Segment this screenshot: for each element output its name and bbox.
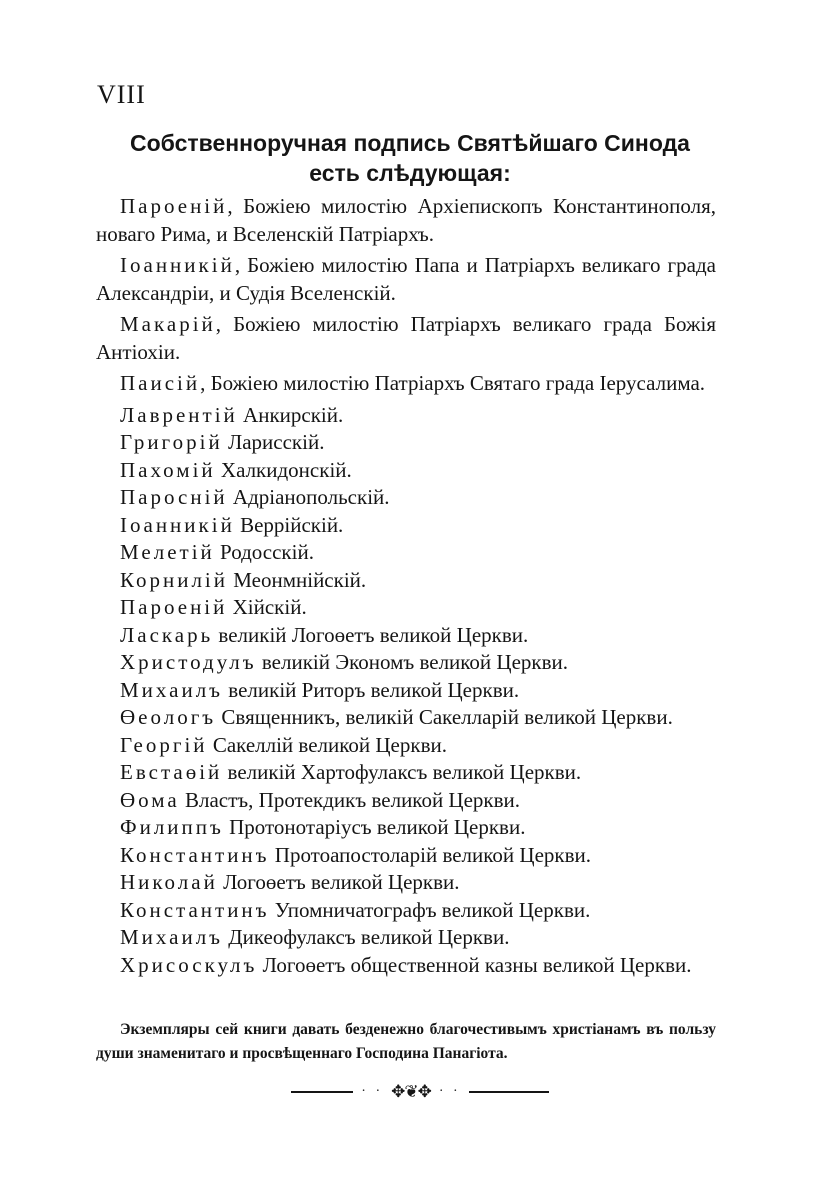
signatory-name: Макарій xyxy=(120,312,216,336)
signature-paragraph xyxy=(96,193,716,248)
signatory-name: Николай xyxy=(120,870,218,894)
signatory-name: Григорій xyxy=(120,430,223,454)
signatory-title: Сакеллій великой Церкви. xyxy=(207,732,447,757)
signature-entry xyxy=(96,787,716,815)
signatory-title: Логоөетъ великой Церкви. xyxy=(217,870,460,894)
signature-paragraph xyxy=(96,370,716,398)
signature-entry xyxy=(96,539,716,567)
signature-entry xyxy=(96,924,716,952)
signature-paragraph xyxy=(96,952,716,980)
signatory-name: Георгій xyxy=(120,732,208,757)
signatory-title: , Божіею милостію Папа и Патріархъ великаго града Александріи, и Судія Вселенскій. xyxy=(96,253,716,305)
signatory-name: Пароеній xyxy=(120,194,228,218)
signatory-name: Мелетій xyxy=(120,540,215,564)
signatory-title: , Божіею милостію Архіепископъ Константинополя, новаго Рима, и Вселенскій Патріархъ. xyxy=(96,194,716,246)
distribution-note: Экземпляры сей книги давать безденежно благочестивымъ христіанамъ въ пользу души знаменитаго и просвѣщеннаго Господина Панагіота. xyxy=(96,1021,716,1062)
signatory-title: Дикеофулаксъ великой Церкви. xyxy=(223,925,510,949)
signature-entry xyxy=(96,512,716,540)
ornament-dots-icon: · · xyxy=(361,1084,384,1099)
signatory-title: великій Логоөетъ великой Церкви. xyxy=(213,622,529,647)
ornament-rule-right xyxy=(469,1091,549,1093)
signature-paragraph xyxy=(96,311,716,366)
signatory-title: , Божіею милостію Патріархъ великаго града Божія Антіохіи. xyxy=(96,312,716,364)
signatory-title: Властъ, Протекдикъ великой Церкви. xyxy=(179,787,521,812)
signatory-name: Христодулъ xyxy=(120,650,257,674)
signature-entry xyxy=(96,484,716,512)
signatory-title: Родосскій. xyxy=(214,540,314,564)
signature-entry xyxy=(96,567,716,595)
signature-entry xyxy=(96,842,716,870)
signatory-title: Логоөетъ общественной казны великой Церкви. xyxy=(257,952,692,977)
signature-entry xyxy=(96,649,716,677)
signature-entry xyxy=(96,594,716,622)
ornament-dots-icon: · · xyxy=(438,1084,461,1099)
signature-entry xyxy=(96,704,716,732)
signature-entry xyxy=(96,759,716,787)
signatory-title: Меонмнійскій. xyxy=(228,567,367,592)
signatory-name: Пахомій xyxy=(120,457,216,482)
signatory-title: , Божіею милостію Патріархъ Святаго града Іерусалима. xyxy=(200,371,706,395)
signature-entry xyxy=(96,869,716,897)
signatory-name: Михаилъ xyxy=(120,677,224,702)
signatory-title: великій Риторъ великой Церкви. xyxy=(223,677,520,702)
signature-entry xyxy=(96,429,716,457)
signatory-title: Анкирскій. xyxy=(237,402,344,427)
signatory-name: Хрисоскулъ xyxy=(120,952,258,977)
signatory-title: Протонотаріусъ великой Церкви. xyxy=(223,815,526,839)
signature-list xyxy=(96,193,716,983)
signatory-name: Пароеній xyxy=(120,595,228,619)
signatory-name: Өеологъ xyxy=(120,705,217,729)
signatory-title: Протоапостоларій великой Церкви. xyxy=(269,842,591,867)
signature-paragraph xyxy=(96,252,716,307)
signatory-name: Ласкарь xyxy=(120,622,214,647)
signature-entry xyxy=(96,457,716,485)
signatory-title: Веррійскій. xyxy=(234,512,344,537)
signature-entry xyxy=(96,622,716,650)
signatory-name: Филиппъ xyxy=(120,815,224,839)
signatory-title: Священникъ, великій Сакелларій великой Церкви. xyxy=(216,705,673,729)
signatory-name: Паросній xyxy=(120,485,228,509)
closing-ornament xyxy=(270,1082,570,1102)
ornament-rule-left xyxy=(291,1091,353,1093)
signatory-title: Адріанопольскій. xyxy=(227,485,390,509)
signatory-name: Константинъ xyxy=(120,842,270,867)
page-title xyxy=(90,128,730,188)
signatory-title: Халкидонскій. xyxy=(215,457,352,482)
signatory-name: Паисій xyxy=(120,371,201,395)
signatory-name: Іоанникій xyxy=(120,253,235,277)
signature-entry xyxy=(96,897,716,925)
signatory-title: Упомничатографъ великой Церкви. xyxy=(269,897,591,922)
signatory-title: великій Хартофулаксъ великой Церкви. xyxy=(222,760,582,784)
signatory-name: Лаврентій xyxy=(120,402,238,427)
title-line-1: Собственноручная подпись Святѣйшаго Синода xyxy=(130,130,690,156)
page-number: VIII xyxy=(97,80,146,109)
signatory-name: Евстаөій xyxy=(120,760,223,784)
title-line-2: есть слѣдующая: xyxy=(309,160,511,186)
signatory-name: Іоанникій xyxy=(120,512,235,537)
signatory-name: Михаилъ xyxy=(120,925,224,949)
signatory-title: Ларисскій. xyxy=(222,430,325,454)
signature-entry xyxy=(96,677,716,705)
signature-entry xyxy=(96,402,716,430)
flourish-icon: ✥❦✥ xyxy=(391,1082,431,1101)
signature-entry xyxy=(96,814,716,842)
signatory-name: Өома xyxy=(120,787,180,812)
signatory-name: Корнилій xyxy=(120,567,228,592)
signatory-name: Константинъ xyxy=(120,897,270,922)
signature-entry xyxy=(96,732,716,760)
signatory-title: Хійскій. xyxy=(227,595,307,619)
signatory-title: великій Экономъ великой Церкви. xyxy=(256,650,569,674)
